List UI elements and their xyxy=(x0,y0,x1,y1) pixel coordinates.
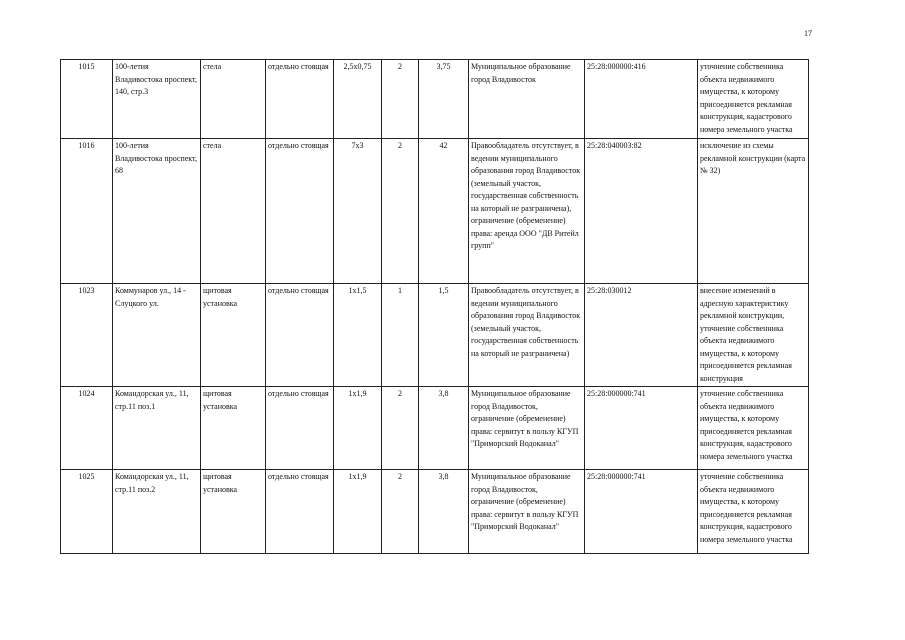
area-cell: 3,8 xyxy=(419,387,469,470)
address-cell: 100-летия Владивостока проспект, 140, стр.3 xyxy=(113,60,201,139)
size-cell: 7x3 xyxy=(334,139,382,284)
owner-cell: Правообладатель отсутствует, в ведении муниципального образования город Владивосток (земельный участок, государственная собственность на который не разграничена), ограничение (обременение) права: аренда ООО "ДВ Ритейл групп" xyxy=(469,139,585,284)
row-number: 1025 xyxy=(61,470,113,554)
size-cell: 2,5x0,75 xyxy=(334,60,382,139)
cadastral-cell: 25:28:000000:741 xyxy=(585,470,698,554)
address-cell: Коммунаров ул., 14 - Слуцкого ул. xyxy=(113,284,201,387)
registry-table xyxy=(60,59,809,554)
size-cell: 1x1,9 xyxy=(334,470,382,554)
cadastral-cell: 25:28:040003:82 xyxy=(585,139,698,284)
row-number: 1015 xyxy=(61,60,113,139)
type-cell: стела xyxy=(201,60,266,139)
owner-cell: Муниципальное образование город Владивосток, ограничение (обременение) права: сервитут в пользу КГУП "Приморский Водоканал" xyxy=(469,470,585,554)
page-number: 17 xyxy=(804,29,812,38)
table-row xyxy=(61,139,809,284)
area-cell: 3,75 xyxy=(419,60,469,139)
placement-cell: отдельно стоящая xyxy=(266,284,334,387)
table-row xyxy=(61,284,809,387)
table-row xyxy=(61,387,809,470)
sides-cell: 2 xyxy=(382,60,419,139)
placement-cell: отдельно стоящая xyxy=(266,470,334,554)
note-cell: внесение изменений в адресную характеристику рекламной конструкции, уточнение собственника объекта недвижимого имущества, к которому присоединяется рекламная конструкция xyxy=(698,284,809,387)
size-cell: 1x1,5 xyxy=(334,284,382,387)
size-cell: 1x1,9 xyxy=(334,387,382,470)
area-cell: 42 xyxy=(419,139,469,284)
type-cell: щитовая установка xyxy=(201,470,266,554)
placement-cell: отдельно стоящая xyxy=(266,387,334,470)
type-cell: стела xyxy=(201,139,266,284)
area-cell: 3,8 xyxy=(419,470,469,554)
cadastral-cell: 25:28:000000:741 xyxy=(585,387,698,470)
placement-cell: отдельно стоящая xyxy=(266,60,334,139)
sides-cell: 2 xyxy=(382,139,419,284)
type-cell: щитовая установка xyxy=(201,284,266,387)
sides-cell: 2 xyxy=(382,470,419,554)
sides-cell: 1 xyxy=(382,284,419,387)
row-number: 1023 xyxy=(61,284,113,387)
type-cell: щитовая установка xyxy=(201,387,266,470)
cadastral-cell: 25:28:030012 xyxy=(585,284,698,387)
address-cell: Командорская ул., 11, стр.11 поз.2 xyxy=(113,470,201,554)
note-cell: уточнение собственника объекта недвижимого имущества, к которому присоединяется рекламная конструкция, кадастрового номера земельного участка xyxy=(698,387,809,470)
address-cell: 100-летия Владивостока проспект, 68 xyxy=(113,139,201,284)
owner-cell: Муниципальное образование город Владивосток, ограничение (обременение) права: сервитут в пользу КГУП "Приморский Водоканал" xyxy=(469,387,585,470)
address-cell: Командорская ул., 11, стр.11 поз.1 xyxy=(113,387,201,470)
sides-cell: 2 xyxy=(382,387,419,470)
table-row xyxy=(61,60,809,139)
owner-cell: Правообладатель отсутствует, в ведении муниципального образования город Владивосток (земельный участок, государственная собственность на который не разграничена) xyxy=(469,284,585,387)
note-cell: уточнение собственника объекта недвижимого имущества, к которому присоединяется рекламная конструкция, кадастрового номера земельного участка xyxy=(698,60,809,139)
table-row xyxy=(61,470,809,554)
row-number: 1016 xyxy=(61,139,113,284)
placement-cell: отдельно стоящая xyxy=(266,139,334,284)
area-cell: 1,5 xyxy=(419,284,469,387)
note-cell: уточнение собственника объекта недвижимого имущества, к которому присоединяется рекламная конструкция, кадастрового номера земельного участка xyxy=(698,470,809,554)
note-cell: исключение из схемы рекламной конструкции (карта № 32) xyxy=(698,139,809,284)
owner-cell: Муниципальное образование город Владивосток xyxy=(469,60,585,139)
cadastral-cell: 25:28:000000:416 xyxy=(585,60,698,139)
row-number: 1024 xyxy=(61,387,113,470)
